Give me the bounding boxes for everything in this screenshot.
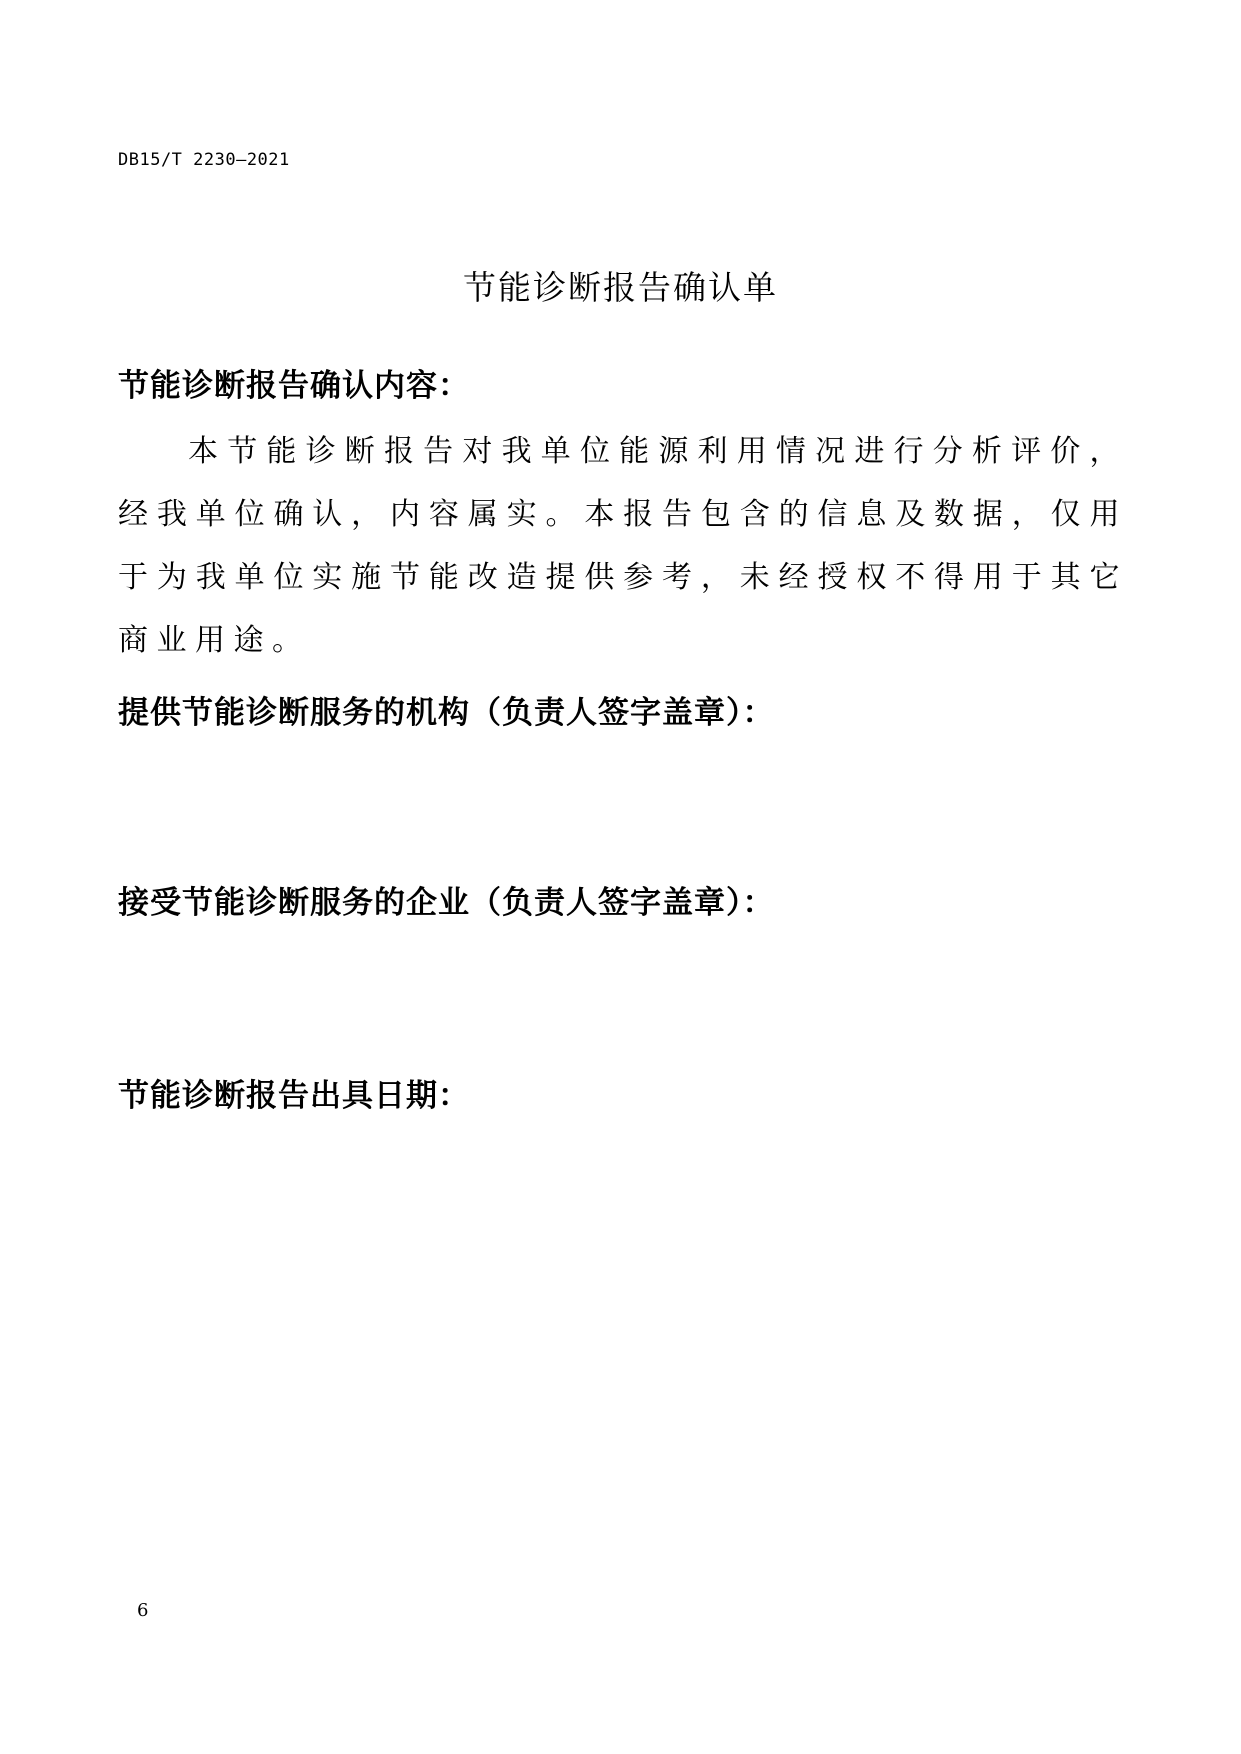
confirmation-content-label: 节能诊断报告确认内容： <box>118 368 470 404</box>
report-issue-date-label: 节能诊断报告出具日期： <box>118 1078 470 1114</box>
standard-code: DB15/T 2230—2021 <box>118 150 290 170</box>
page-title: 节能诊断报告确认单 <box>463 268 778 307</box>
service-provider-signature-label: 提供节能诊断服务的机构（负责人签字盖章）： <box>118 695 775 731</box>
confirmation-content-text: 本节能诊断报告对我单位能源利用情况进行分析评价，经我单位确认，内容属实。本报告包含的信息及数据，仅用于为我单位实施节能改造提供参考，未经授权不得用于其它商业用途。 <box>118 434 1128 658</box>
page-number: 6 <box>137 1600 149 1621</box>
enterprise-signature-label: 接受节能诊断服务的企业（负责人签字盖章）： <box>118 885 775 921</box>
